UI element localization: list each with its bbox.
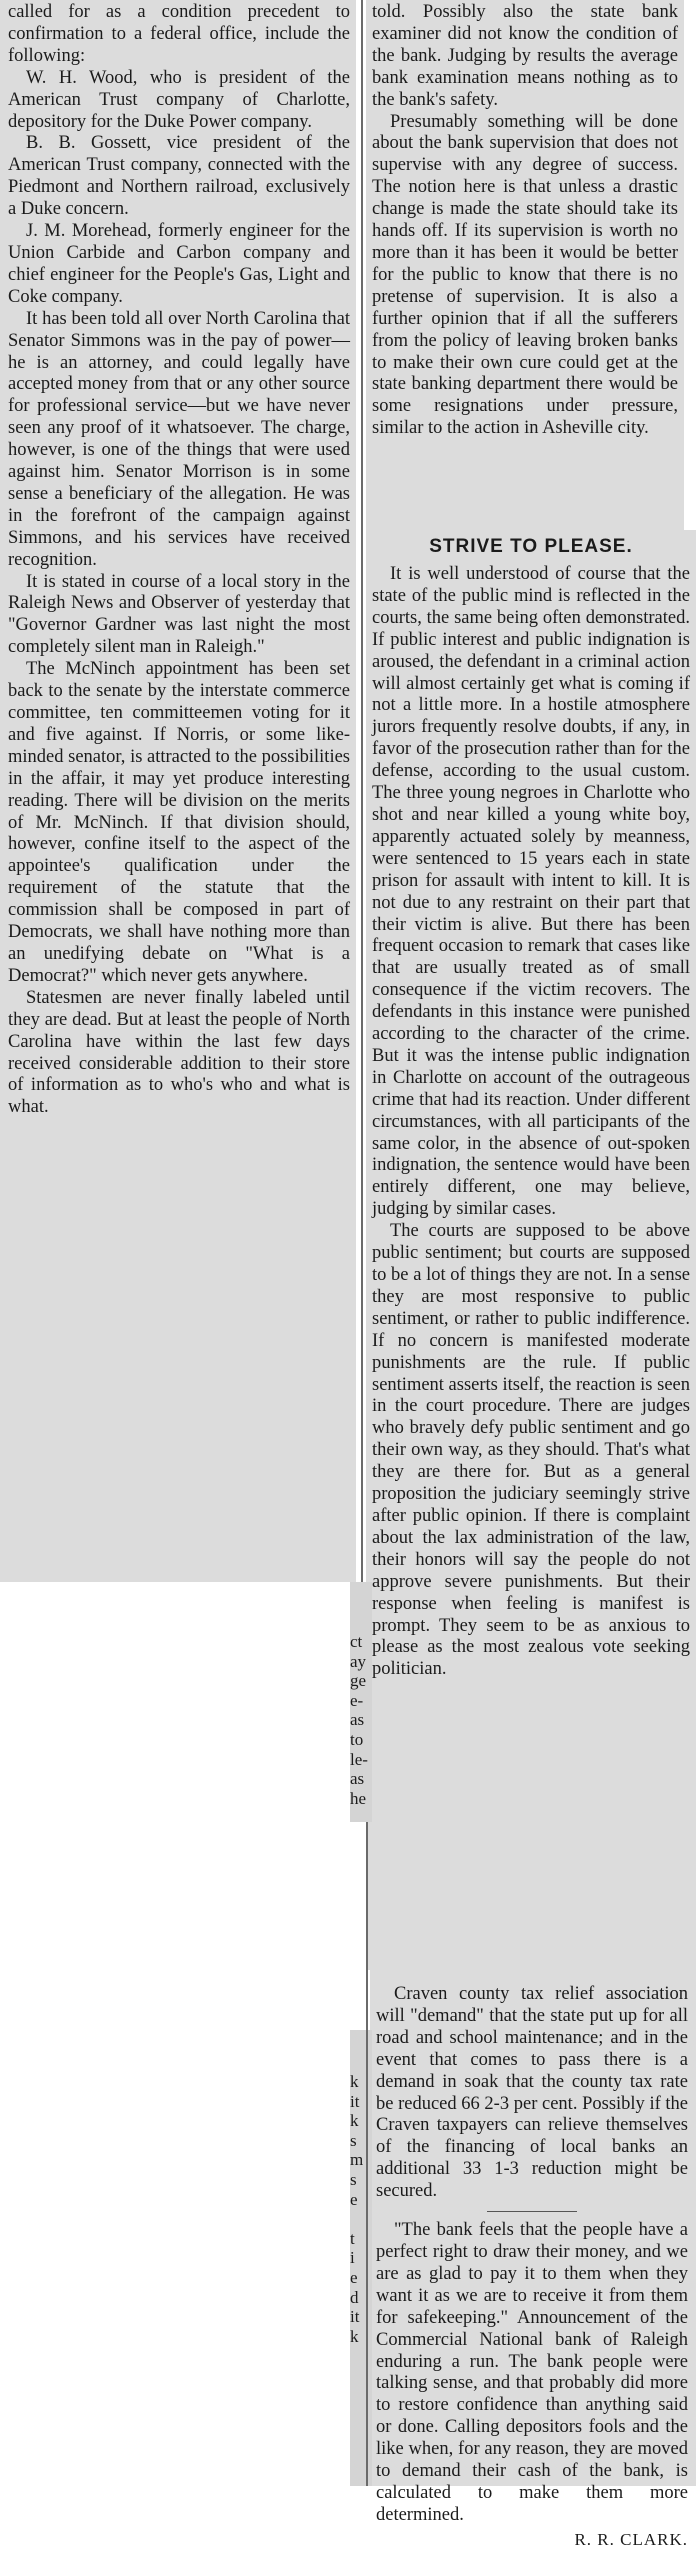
text-fragment: ct (350, 1632, 363, 1651)
article-paragraph: J. M. Morehead, formerly engineer for the Union Carbide and Carbon company and chief engineer for the People's Gas, Light and Coke company. (8, 221, 350, 307)
text-fragment: k (350, 2326, 359, 2346)
article-paragraph: The courts are supposed to be above public sentiment; but courts are supposed to be a lot of things they are not. In a sense they are most responsive to public sentiment, or rather to public indifference. If no concern is manifested moderate punishments are the rule. If public sentiment asserts itself, the reaction is seen in the court procedure. There are judges who bravely defy public sentiment and go their own way, as they should. That's what they are there for. But as a general proposition the judiciary seemingly strive after public opinion. If there is complaint about the lax administration of the law, their honors will say the people do not approve severe punishments. But their response when feeling is manifest is prompt. They seem to be as anxious to please as the most zealous vote seeking politician. (372, 1221, 691, 1680)
text-fragment: s (350, 2169, 357, 2189)
text-fragment: k (350, 2111, 359, 2131)
article-paragraph: W. H. Wood, who is president of the American Trust company of Charlotte, depository for the Duke Power company. (8, 67, 350, 132)
right-column-bottom-text (376, 1984, 688, 2551)
article-paragraph: Statesmen are never finally labeled until they are dead. But at least the people of North Carolina have within the last few days received considerable addition to their store of information as to who's who and what is what. (8, 987, 350, 1118)
text-fragment: as (350, 1769, 365, 1789)
editorial-headline: STRIVE TO PLEASE. (429, 536, 633, 557)
text-fragment: it (350, 2307, 360, 2327)
article-paragraph: The McNinch appointment has been set back to the senate by the interstate commerce committee, ten committeemen voting for it and five against. If Norris, or some like-minded senator, is attracted to the possibilities in the affair, it may yet produce interesting reading. There will be division on the merits of Mr. McNinch. If that division should, however, confine itself to the aspect of the appointee's qualification under the requirement of the statute that the commission shall be composed in part of Democrats, we shall have nothing more than an unedifying debate on "What is a Democrat?" which never gets anywhere. (8, 659, 350, 986)
text-fragment: as (350, 1710, 365, 1730)
text-fragment: m (350, 2150, 364, 2170)
text-fragment: t (350, 2228, 355, 2248)
article-paragraph: Craven county tax relief association will "demand" that the state put up for all road and school maintenance; and in the event that comes to pass there is a demand in soak that the county tax rate be reduced 66 2-3 per cent. Possibly if the Craven taxpayers can relieve themselves of the financing of local banks an additional 33 1-3 reduction might be secured. (376, 1984, 688, 2202)
article-paragraph: It is stated in course of a local story in the Raleigh News and Observer of yesterday that "Governor Gardner was last night the most completely silent man in Raleigh." (8, 571, 350, 658)
author-signature: R. R. CLARK. (574, 2529, 688, 2549)
text-fragment: d (350, 2287, 359, 2307)
article-paragraph: It has been told all over North Carolina that Senator Simmons was in the pay of power—he is an attorney, and could legally have accepted money from that or any other source for professional service—but we have never seen any proof of it whatsoever. The charge, however, is one of the things that were used against him. Senator Morrison is in some sense a beneficiary of the allegation. He was in the forefront of the campaign against Simmons, and his services have received recognition. (8, 308, 350, 570)
right-column-mid-text (372, 530, 690, 1681)
text-fragment: to (350, 1729, 364, 1749)
article-paragraph: B. B. Gossett, vice president of the American Trust company, connected with the Piedmont and Northern railroad, exclusively a Duke concern. (8, 133, 350, 220)
text-fragment: e (350, 2189, 358, 2209)
article-paragraph: "The bank feels that the people have a perfect right to draw their money, and we are as glad to pay it to them when they want it as we are to receive it from them for safekeeping." Announcement of the Commercial National bank of Raleigh enduring a run. The bank people were talking sense, and that probably did more to restore confidence than anything said or done. Calling depositors fools and the like when, for any reason, they are moved to demand their cash of the bank, is calculated to make them more determined. (376, 2220, 688, 2525)
text-fragment: ge (350, 1671, 367, 1691)
right-column-top-text (372, 2, 678, 440)
column-rule-upper (361, 0, 363, 1582)
clipped-column-fragments-upper (350, 1632, 370, 1808)
article-paragraph: called for as a condition precedent to confirmation to a federal office, include the following: (8, 2, 350, 66)
text-fragment: he (350, 1788, 367, 1808)
article-paragraph: told. Possibly also the state bank examiner did not know the condition of the bank. Judging by results the average bank examination means nothing as to the bank's safety. (372, 2, 678, 110)
text-fragment (350, 2209, 370, 2229)
text-fragment: k (350, 2072, 359, 2091)
text-fragment: e (350, 2267, 358, 2287)
text-fragment: ay (350, 1651, 367, 1671)
text-fragment: e- (350, 1690, 364, 1710)
text-fragment: it (350, 2091, 360, 2111)
left-column-text (8, 2, 350, 1119)
article-paragraph: Presumably something will be done about the bank supervision that does not supervise with any degree of success. The notion here is that unless a drastic change is made the state should take its hands off. If its supervision is worth no more than it has been it would be better for the public to know that there is no pretense of supervision. It is also a further opinion that if all the sufferers from the policy of leaving broken banks to make their own cure could get at the state banking department there would be some resignations under pressure, similar to the action in Asheville city. (372, 111, 678, 439)
text-fragment: le- (350, 1749, 368, 1769)
text-fragment: i (350, 2248, 355, 2268)
section-separator (487, 2211, 577, 2212)
text-fragment: s (350, 2130, 357, 2150)
article-paragraph: It is well understood of course that the state of the public mind is reflected in the courts, the same being often demonstrated. If public interest and public indignation is aroused, the defendant in a criminal action will almost certainly get what is coming if not a little more. In a hostile atmosphere jurors frequently resolve doubts, if any, in favor of the prosecution rather than for the defense, according to the usual custom. The three young negroes in Charlotte who shot and near killed a young white boy, apparently actuated solely by meanness, were sentenced to 15 years each in state prison for assault with intent to kill. It is not due to any restraint on their part that their victim is alive. But there has been frequent occasion to remark that cases like that are usually treated as of small consequence if the victim recovers. The defendants in this instance were punished according to the character of the crime. But it was the intense public indignation in Charlotte on account of the outrageous crime that had its reaction. Under different circumstances, with all participants of the same color, in the absence of out-spoken indignation, the sentence would have been entirely different, one may believe, judging by similar cases. (372, 564, 690, 1220)
clipped-column-fragments-lower (350, 2072, 370, 2346)
